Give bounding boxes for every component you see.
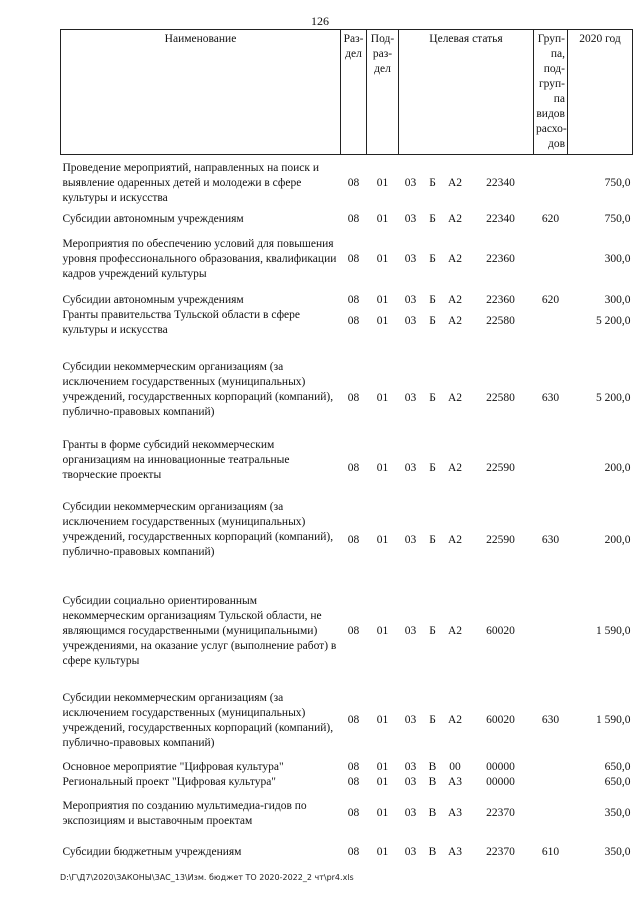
row-amount: 350,0: [604, 807, 631, 819]
row-expense-group: 610: [541, 846, 560, 858]
header-year: 2020 год: [568, 30, 633, 155]
table-row: [61, 775, 633, 790]
row-target-event: А2: [447, 314, 463, 327]
row-podrazdel: 01: [376, 846, 389, 858]
row-target-event: А2: [447, 253, 463, 265]
row-target-subprogram: Б: [429, 534, 436, 546]
row-target-code: 60020: [486, 714, 515, 726]
row-target-program: 03: [404, 176, 417, 189]
row-razdel: 08: [347, 253, 360, 265]
row-amount: 350,0: [604, 846, 631, 858]
table-row: [61, 212, 633, 227]
row-target-code: 22340: [486, 212, 515, 225]
row-target-event: А2: [447, 534, 463, 546]
header-target-article: Целевая статья: [399, 30, 534, 155]
row-razdel: 08: [347, 760, 360, 773]
row-target-subprogram: Б: [429, 212, 436, 225]
row-target-code: 00000: [486, 760, 515, 773]
row-name: Гранты в форме субсидий некоммерческим организациям на инновационные театральные творческие проекты: [62, 438, 290, 481]
row-target-event: А2: [447, 625, 463, 637]
row-expense-group: [534, 227, 568, 293]
row-amount: 750,0: [604, 176, 631, 189]
row-razdel: 08: [347, 314, 360, 327]
row-target-event: А2: [447, 714, 463, 726]
row-target-event: А2: [447, 212, 463, 225]
row-target-program: 03: [404, 714, 417, 726]
row-amount: 650,0: [604, 775, 631, 788]
row-target-subprogram: Б: [429, 625, 436, 637]
footer-file-path: D:\Г\Д7\2020\ЗАКОНЫ\ЗАС_13\Изм. бюджет ТО 2020-2022_2 чт\pr4.xls: [60, 873, 354, 882]
row-amount: 200,0: [604, 534, 631, 546]
row-podrazdel: 01: [376, 253, 389, 265]
row-podrazdel: 01: [376, 176, 389, 189]
row-name: Субсидии бюджетным учреждениям: [62, 846, 242, 858]
row-podrazdel: 01: [376, 314, 389, 327]
row-target-code: 22360: [486, 293, 515, 306]
row-podrazdel: 01: [376, 807, 389, 819]
row-target-code: 00000: [486, 775, 515, 788]
row-name: Основное мероприятие "Цифровая культура": [62, 760, 284, 773]
row-target-event: А2: [447, 176, 463, 189]
row-podrazdel: 01: [376, 775, 389, 788]
row-razdel: 08: [347, 775, 360, 788]
table-row: [61, 790, 633, 838]
row-name: Гранты правительства Тульской области в сфере культуры и искусства: [62, 308, 300, 336]
row-target-event: А2: [447, 293, 463, 306]
row-expense-group: 630: [541, 534, 560, 546]
row-podrazdel: 01: [376, 625, 389, 637]
row-expense-group: [534, 775, 568, 790]
row-target-subprogram: Б: [429, 253, 436, 265]
row-expense-group: 620: [541, 212, 560, 225]
row-target-event: А3: [447, 807, 463, 819]
row-amount: 200,0: [604, 462, 631, 474]
table-row: [61, 360, 633, 438]
row-amount: 5 200,0: [596, 314, 631, 327]
row-target-code: 22590: [486, 462, 515, 474]
row-expense-group: 630: [541, 392, 560, 404]
row-amount: 5 200,0: [596, 392, 631, 404]
row-name: Субсидии некоммерческим организациям (за исключением государственных (муниципальных) учреждений, государственных корпораций (компаний), публично-правовых компаний): [62, 691, 334, 749]
row-razdel: 08: [347, 846, 360, 858]
row-target-program: 03: [404, 293, 417, 306]
row-razdel: 08: [347, 392, 360, 404]
table-row: [61, 500, 633, 582]
row-razdel: 08: [347, 625, 360, 637]
row-razdel: 08: [347, 293, 360, 306]
row-razdel: 08: [347, 176, 360, 189]
row-name: Субсидии социально ориентированным некоммерческим организациям Тульской области, не являющимся государственными (муниципальными) учреждениями, на оказание услуг (выполнение работ) в сфере культуры: [62, 595, 337, 667]
row-target-subprogram: Б: [429, 392, 436, 404]
row-amount: 300,0: [604, 293, 631, 306]
row-target-subprogram: В: [428, 775, 437, 788]
row-target-subprogram: В: [428, 846, 437, 858]
row-name: Мероприятия по обеспечению условий для повышения уровня профессионального образования, квалификации кадров учреждений культуры: [62, 238, 337, 280]
row-target-code: 60020: [486, 625, 515, 637]
row-target-code: 22580: [486, 314, 515, 327]
row-target-code: 22370: [486, 807, 515, 819]
row-expense-group: [534, 438, 568, 500]
row-podrazdel: 01: [376, 714, 389, 726]
row-podrazdel: 01: [376, 392, 389, 404]
row-name: Субсидии некоммерческим организациям (за исключением государственных (муниципальных) учреждений, государственных корпораций (компаний), публично-правовых компаний): [62, 500, 334, 558]
header-expense-group: Груп- па, под- груп- па видов расхо- дов: [534, 30, 568, 155]
row-amount: 650,0: [604, 760, 631, 773]
table-row: [61, 760, 633, 775]
row-target-event: А2: [447, 392, 463, 404]
table-row: [61, 438, 633, 500]
row-expense-group: 630: [541, 714, 560, 726]
row-expense-group: [534, 582, 568, 682]
table-row: [61, 227, 633, 293]
row-podrazdel: 01: [376, 462, 389, 474]
row-expense-group: [534, 790, 568, 838]
budget-table: [60, 29, 633, 868]
row-target-code: 22580: [486, 392, 515, 404]
table-row: [61, 682, 633, 760]
row-razdel: 08: [347, 714, 360, 726]
row-expense-group: [534, 155, 568, 212]
row-expense-group: [534, 308, 568, 360]
row-name: Региональный проект "Цифровая культура": [62, 775, 276, 788]
row-amount: 300,0: [604, 253, 631, 265]
row-amount: 1 590,0: [596, 625, 631, 637]
row-podrazdel: 01: [376, 212, 389, 225]
row-target-program: 03: [404, 846, 417, 858]
row-name: Субсидии автономным учреждениям: [62, 293, 244, 306]
row-target-program: 03: [404, 775, 417, 788]
row-target-code: 22370: [486, 846, 515, 858]
row-target-program: 03: [404, 625, 417, 637]
row-amount: 1 590,0: [596, 714, 631, 726]
row-target-subprogram: Б: [429, 293, 436, 306]
row-target-event: 00: [449, 760, 461, 773]
row-target-subprogram: Б: [429, 314, 436, 327]
row-amount: 750,0: [604, 212, 631, 225]
row-target-program: 03: [404, 253, 417, 265]
table-row: [61, 582, 633, 682]
row-target-program: 03: [404, 462, 417, 474]
row-podrazdel: 01: [376, 534, 389, 546]
row-name: Мероприятия по созданию мультимедиа-гидов по экспозициям и выставочным проектам: [62, 799, 307, 827]
row-target-code: 22360: [486, 253, 515, 265]
table-header-row: [61, 30, 633, 155]
row-name: Проведение мероприятий, направленных на поиск и выявление одаренных детей и молодежи в сфере культуры и искусства: [62, 161, 319, 204]
row-target-subprogram: Б: [429, 462, 436, 474]
row-name: Субсидии некоммерческим организациям (за исключением государственных (муниципальных) учреждений, государственных корпораций (компаний), публично-правовых компаний): [62, 360, 334, 418]
page-number: 126: [311, 14, 329, 28]
table-row: [61, 155, 633, 212]
row-target-subprogram: В: [428, 807, 437, 819]
row-target-event: А3: [447, 775, 463, 788]
row-razdel: 08: [347, 212, 360, 225]
row-target-program: 03: [404, 392, 417, 404]
row-name: Субсидии автономным учреждениям: [62, 212, 244, 225]
row-target-subprogram: Б: [429, 176, 436, 189]
row-razdel: 08: [347, 807, 360, 819]
row-razdel: 08: [347, 534, 360, 546]
row-expense-group: 620: [541, 293, 560, 306]
table-row: [61, 838, 633, 868]
header-name: Наименование: [61, 30, 341, 155]
row-podrazdel: 01: [376, 293, 389, 306]
row-podrazdel: 01: [376, 760, 389, 773]
table-row: [61, 293, 633, 308]
row-target-code: 22340: [486, 176, 515, 189]
row-target-event: А3: [447, 846, 463, 858]
row-target-program: 03: [404, 534, 417, 546]
row-razdel: 08: [347, 462, 360, 474]
header-podrazdel: Под- раз- дел: [367, 30, 399, 155]
row-target-program: 03: [404, 314, 417, 327]
row-target-subprogram: В: [428, 760, 437, 773]
row-target-program: 03: [404, 212, 417, 225]
header-razdel: Раз- дел: [341, 30, 367, 155]
table-row: [61, 308, 633, 360]
row-target-code: 22590: [486, 534, 515, 546]
row-target-program: 03: [404, 807, 417, 819]
row-target-subprogram: Б: [429, 714, 436, 726]
table-body: [61, 155, 633, 868]
row-target-program: 03: [404, 760, 417, 773]
row-expense-group: [534, 760, 568, 775]
row-target-event: А2: [447, 462, 463, 474]
